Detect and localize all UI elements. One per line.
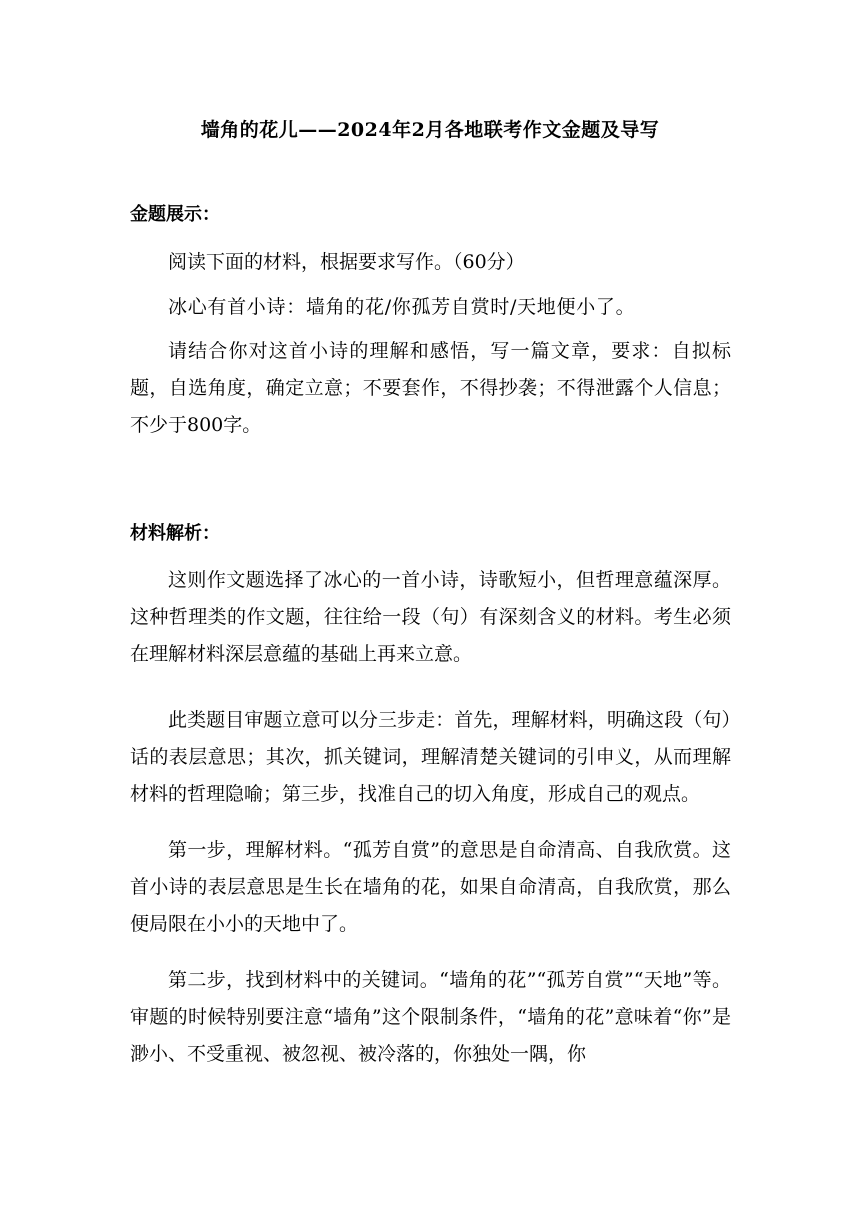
section-heading-prompt: 金题展示： <box>130 204 220 225</box>
analysis-paragraph-2: 此类题目审题立意可以分三步走：首先，理解材料，明确这段（句）话的表层意思；其次，抓关键词，理解清楚关键词的引申义，从而理解材料的哲理隐喻；第三步，找准自己的切入角度，形成自己的观点。 <box>130 709 731 805</box>
poem-paragraph: 冰心有首小诗：墙角的花/你孤芳自赏时/天地便小了。 <box>168 296 636 318</box>
instruction-paragraph: 阅读下面的材料，根据要求写作。（60分） <box>168 251 525 273</box>
document-title: 墙角的花儿——2024年2月各地联考作文金题及导写 <box>200 119 660 141</box>
section-heading-analysis: 材料解析： <box>130 523 220 544</box>
analysis-paragraph-1: 这则作文题选择了冰心的一首小诗，诗歌短小，但哲理意蕴深厚。这种哲理类的作文题，往往给一段（句）有深刻含义的材料。考生必须在理解材料深层意蕴的基础上再来立意。 <box>130 569 731 665</box>
requirement-paragraph: 请结合你对这首小诗的理解和感悟，写一篇文章，要求：自拟标题，自选角度，确定立意；不要套作，不得抄袭；不得泄露个人信息；不少于800字。 <box>130 340 731 436</box>
analysis-paragraph-4: 第二步，找到材料中的关键词。“墙角的花”“孤芳自赏”“天地”等。审题的时候特别要注意“墙角”这个限制条件，“墙角的花”意味着“你”是渺小、不受重视、被忽视、被冷落的，你独处一隅，你 <box>130 969 731 1065</box>
analysis-paragraph-3: 第一步，理解材料。“孤芳自赏”的意思是自命清高、自我欣赏。这首小诗的表层意思是生长在墙角的花，如果自命清高，自我欣赏，那么便局限在小小的天地中了。 <box>130 839 731 935</box>
